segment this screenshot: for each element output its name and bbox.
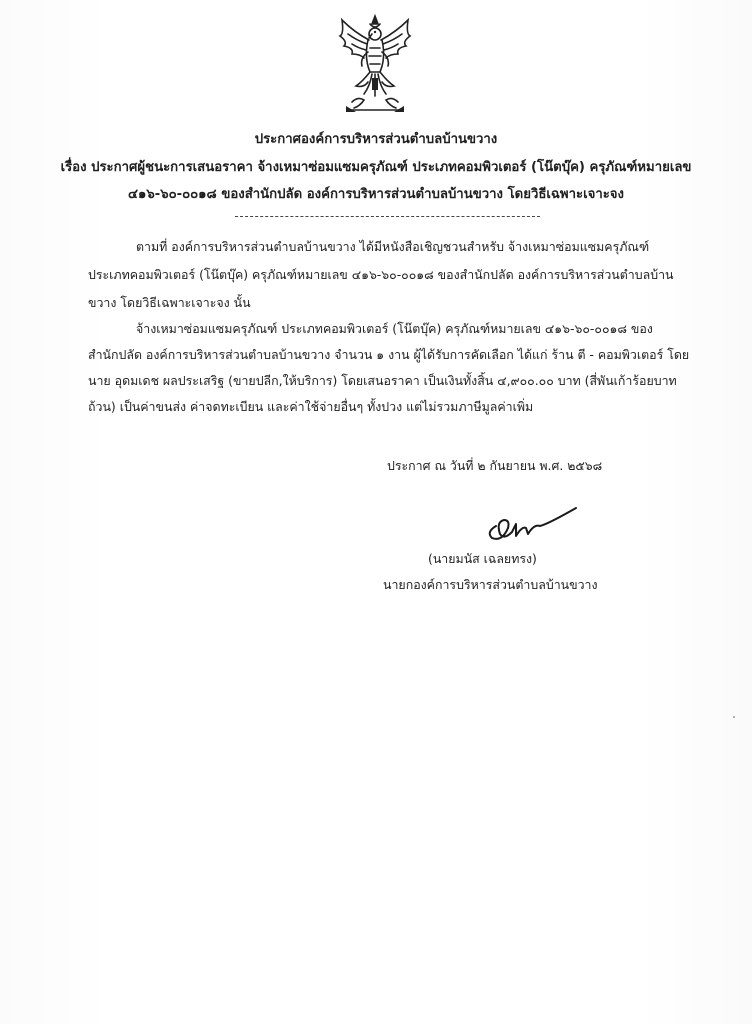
paragraph-2-line-1: จ้างเหมาซ่อมแซมครุภัณฑ์ ประเภทคอมพิวเตอร์ (โน๊ตบุ๊ค) ครุภัณฑ์หมายเลข ๔๑๖-๖๐-๐๐๑๘ ของ <box>136 321 653 336</box>
paragraph-1-line-3: ขวาง โดยวิธีเฉพาะเจาะจง นั้น <box>88 295 251 310</box>
announcement-date: ประกาศ ณ วันที่ ๒ กันยายน พ.ศ. ๒๕๖๘ <box>387 458 603 473</box>
title-line-1: ประกาศองค์การบริหารส่วนตำบลบ้านขวาง <box>254 132 498 147</box>
scan-speck <box>733 716 735 718</box>
handwritten-signature <box>482 498 582 548</box>
signer-position: นายกองค์การบริหารส่วนตำบลบ้านขวาง <box>383 577 598 592</box>
garuda-emblem-icon <box>334 12 416 114</box>
title-line-3: ๔๑๖-๖๐-๐๐๑๘ ของสำนักปลัด องค์การบริหารส่วนตำบลบ้านขวาง โดยวิธีเฉพาะเจาะจง <box>128 187 624 202</box>
divider-rule <box>235 216 540 217</box>
paragraph-2-line-3: นาย อุดมเดช ผลประเสริฐ (ขายปลีก,ให้บริการ) โดยเสนอราคา เป็นเงินทั้งสิ้น ๔,๙๐๐.๐๐ บาท (สี่พันเก้าร้อยบาท <box>88 373 677 388</box>
paragraph-2-line-2: สำนักปลัด องค์การบริหารส่วนตำบลบ้านขวาง จำนวน ๑ งาน ผู้ได้รับการคัดเลือก ได้แก่ ร้าน ตี - คอมพิวเตอร์ โดย <box>88 347 690 362</box>
title-line-2: เรื่อง ประกาศผู้ชนะการเสนอราคา จ้างเหมาซ่อมแซมครุภัณฑ์ ประเภทคอมพิวเตอร์ (โน๊ตบุ๊ค) ครุภัณฑ์หมายเลข <box>60 160 692 175</box>
paragraph-1-line-1: ตามที่ องค์การบริหารส่วนตำบลบ้านขวาง ได้มีหนังสือเชิญชวนสำหรับ จ้างเหมาซ่อมแซมครุภัณฑ์ <box>136 239 650 254</box>
paragraph-2-line-4: ถ้วน) เป็นค่าขนส่ง ค่าจดทะเบียน และค่าใช้จ่ายอื่นๆ ทั้งปวง แต่ไม่รวมภาษีมูลค่าเพิ่ม <box>88 399 534 414</box>
signer-name: (นายมนัส เฉลยทรง) <box>428 551 537 566</box>
paragraph-1-line-2: ประเภทคอมพิวเตอร์ (โน๊ตบุ๊ค) ครุภัณฑ์หมายเลข ๔๑๖-๖๐-๐๐๑๘ ของสำนักปลัด องค์การบริหารส่วนตำบลบ้าน <box>88 267 674 282</box>
